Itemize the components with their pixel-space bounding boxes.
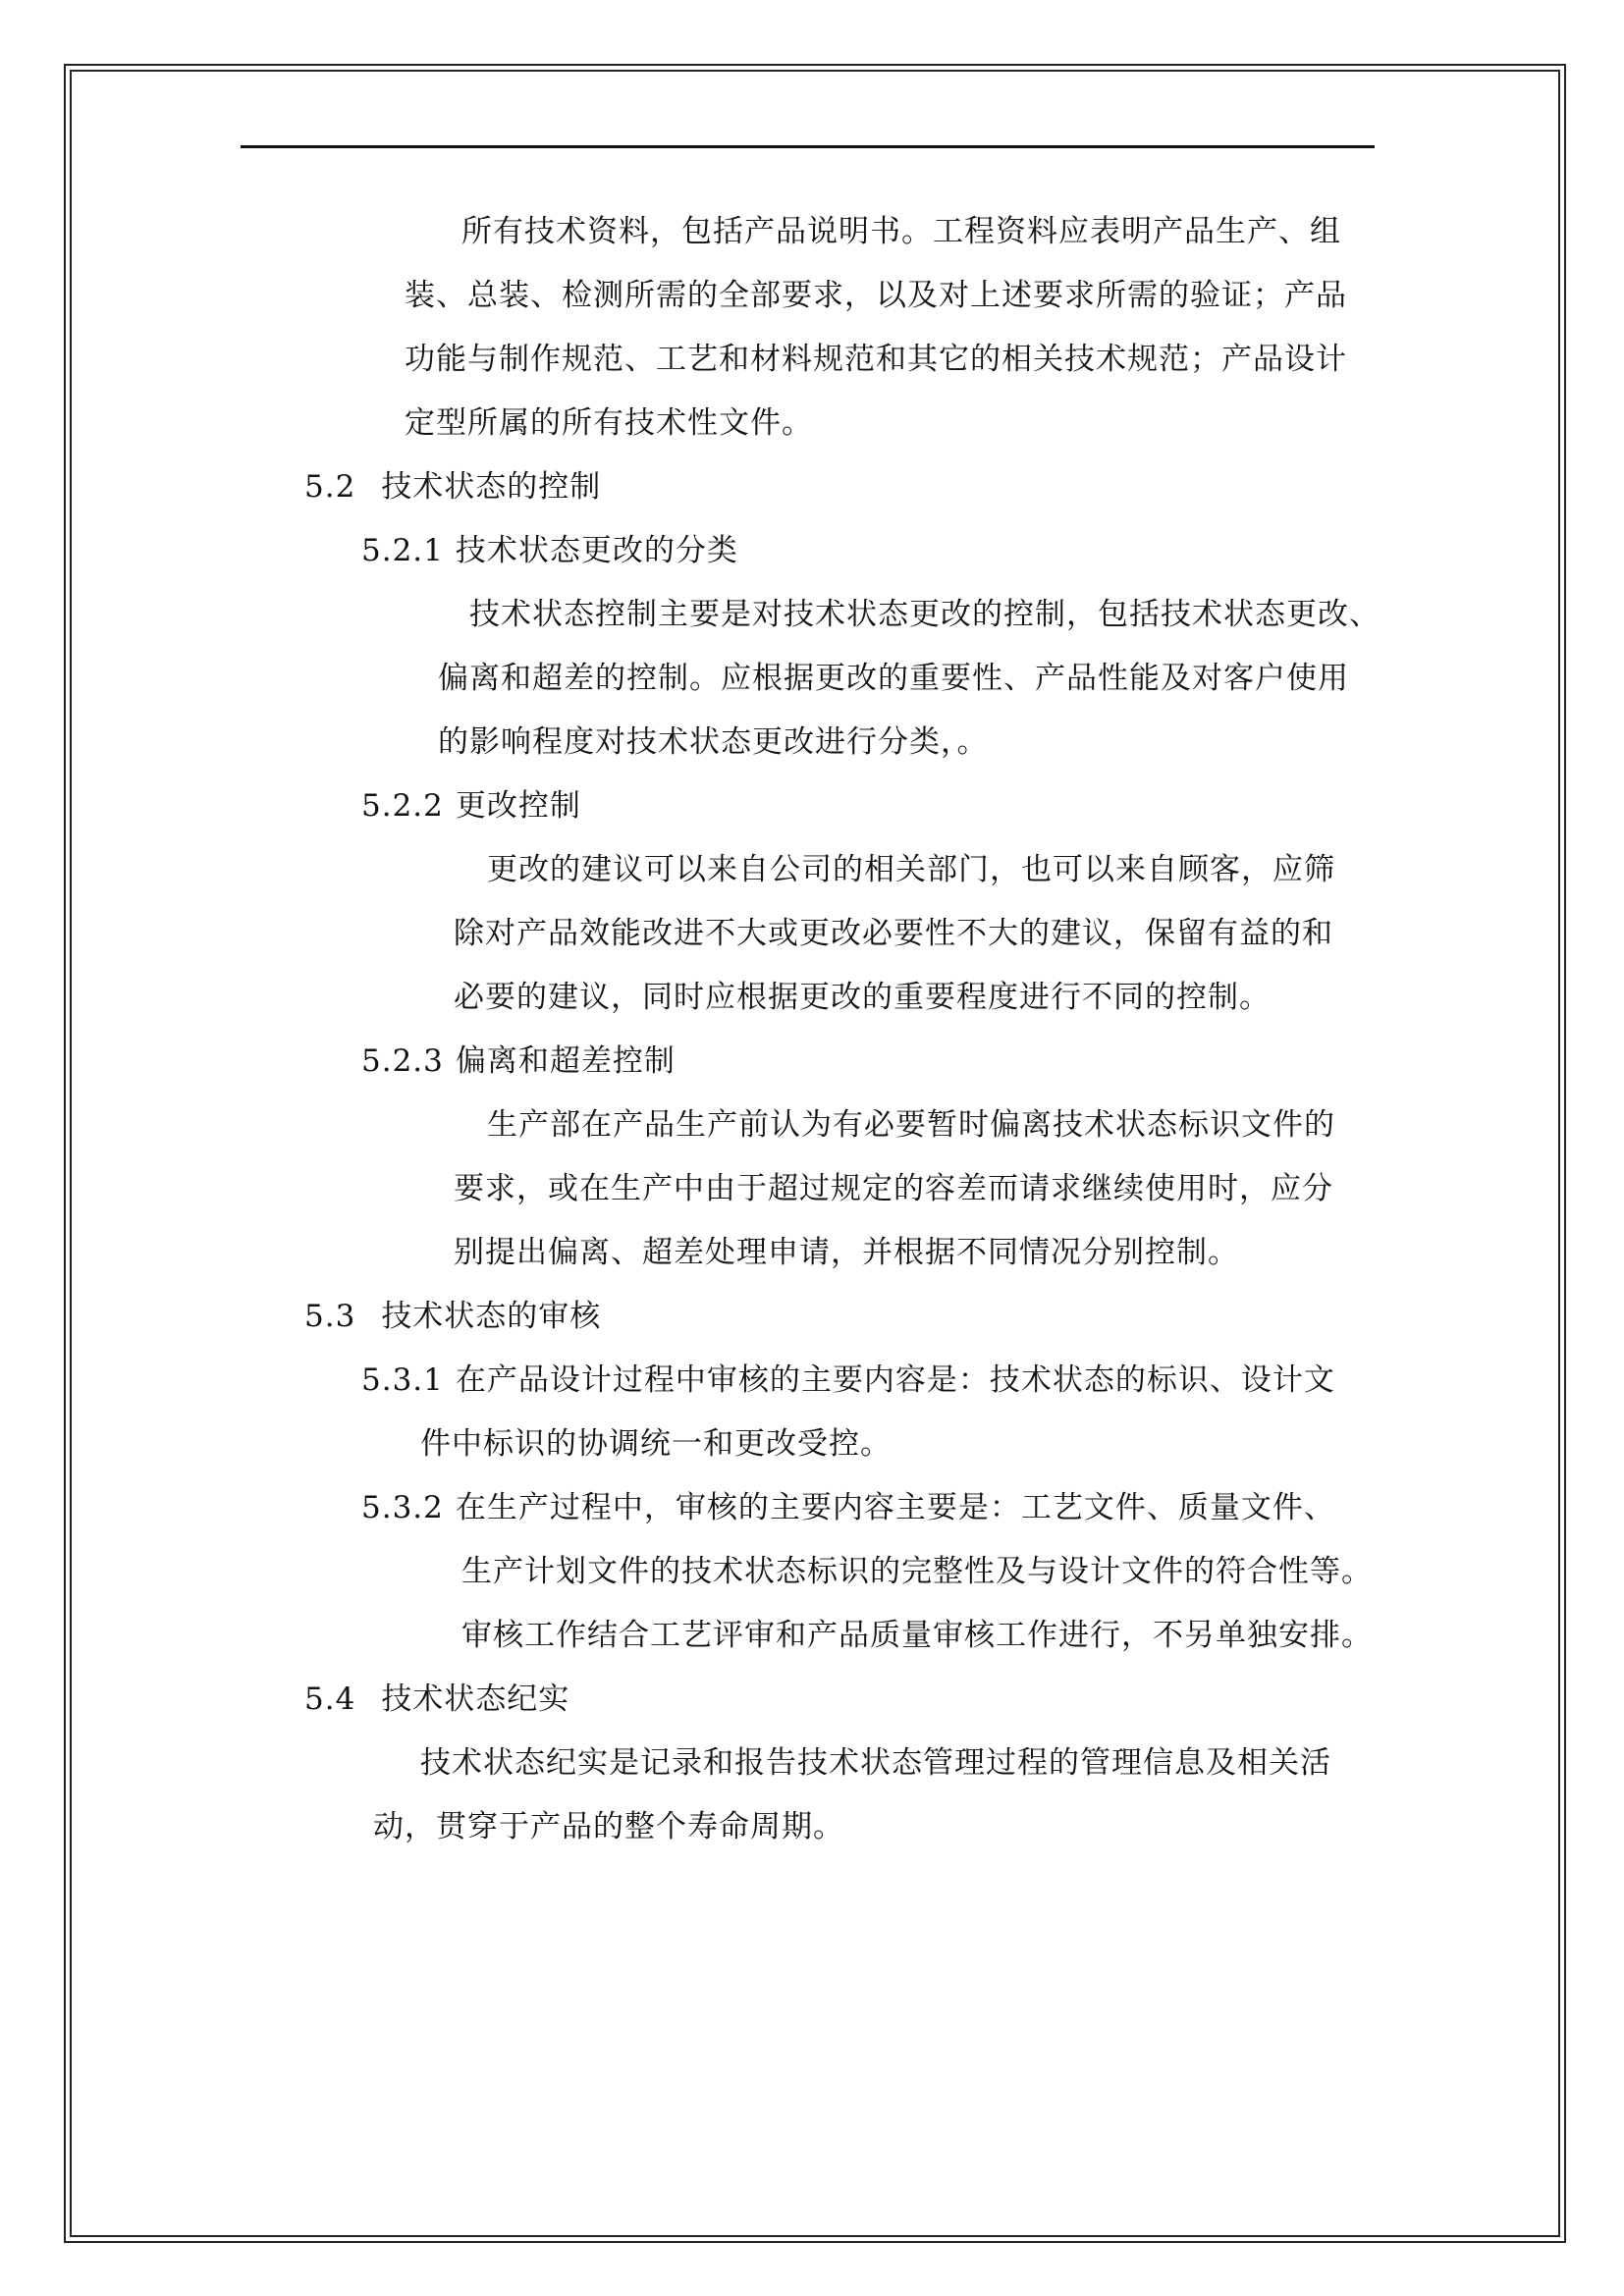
s522-line-2: 除对产品效能改进不大或更改必要性不大的建议，保留有益的和	[454, 916, 1333, 951]
section-number: 5.3.2	[361, 1490, 444, 1525]
section-number: 5.4	[304, 1682, 356, 1717]
section-5-2-2-heading	[361, 786, 581, 826]
section-5-2-heading	[304, 467, 601, 507]
section-number: 5.2.3	[361, 1043, 444, 1079]
intro-line-3: 功能与制作规范、工艺和材料规范和其它的相关技术规范；产品设计	[405, 342, 1347, 377]
s531-line-1	[361, 1361, 1335, 1400]
s532-line-3: 审核工作结合工艺评审和产品质量审核工作进行，不另单独安排。	[461, 1618, 1373, 1653]
header-rule	[241, 145, 1375, 148]
s532-text: 在生产过程中，审核的主要内容主要是：工艺文件、质量文件、	[455, 1490, 1335, 1525]
s532-line-2: 生产计划文件的技术状态标识的完整性及与设计文件的符合性等。	[461, 1554, 1373, 1589]
page-border-inner	[70, 70, 1560, 2237]
s521-line-3: 的影响程度对技术状态更改进行分类，。	[438, 724, 989, 760]
s531-text: 在产品设计过程中审核的主要内容是：技术状态的标识、设计文	[455, 1362, 1335, 1398]
intro-line-4: 定型所属的所有技术性文件。	[405, 405, 813, 441]
section-number: 5.2.1	[361, 533, 444, 568]
section-5-2-3-heading	[361, 1041, 676, 1081]
s521-line-1: 技术状态控制主要是对技术状态更改的控制，包括技术状态更改、	[469, 597, 1380, 632]
section-title: 技术状态的审核	[381, 1299, 602, 1334]
section-title: 偏离和超差控制	[455, 1043, 676, 1079]
s523-line-3: 别提出偏离、超差处理申请，并根据不同情况分别控制。	[454, 1235, 1239, 1270]
section-number: 5.3.1	[361, 1362, 444, 1398]
s54-line-1: 技术状态纪实是记录和报告技术状态管理过程的管理信息及相关活	[420, 1745, 1331, 1781]
section-title: 更改控制	[455, 788, 581, 824]
s522-line-1: 更改的建议可以来自公司的相关部门，也可以来自顾客，应筛	[487, 852, 1335, 887]
section-number: 5.2	[304, 469, 356, 505]
section-title: 技术状态的控制	[381, 469, 602, 505]
section-number: 5.2.2	[361, 788, 444, 824]
section-5-2-1-heading	[361, 531, 738, 570]
s531-line-2: 件中标识的协调统一和更改受控。	[420, 1426, 892, 1462]
section-5-4-heading	[304, 1680, 569, 1719]
intro-line-1: 所有技术资料，包括产品说明书。工程资料应表明产品生产、组	[461, 214, 1341, 249]
section-5-3-heading	[304, 1297, 601, 1336]
section-number: 5.3	[304, 1299, 356, 1334]
s523-line-2: 要求，或在生产中由于超过规定的容差而请求继续使用时，应分	[454, 1171, 1333, 1206]
section-title: 技术状态纪实	[381, 1682, 570, 1717]
s532-line-1	[361, 1488, 1335, 1527]
s521-line-2: 偏离和超差的控制。应根据更改的重要性、产品性能及对客户使用	[438, 661, 1349, 696]
section-title: 技术状态更改的分类	[455, 533, 738, 568]
s523-line-1: 生产部在产品生产前认为有必要暂时偏离技术状态标识文件的	[487, 1107, 1335, 1143]
intro-line-2: 装、总装、检测所需的全部要求，以及对上述要求所需的验证；产品	[405, 278, 1347, 313]
s522-line-3: 必要的建议，同时应根据更改的重要程度进行不同的控制。	[454, 980, 1271, 1015]
s54-line-2: 动，贯穿于产品的整个寿命周期。	[373, 1809, 844, 1844]
